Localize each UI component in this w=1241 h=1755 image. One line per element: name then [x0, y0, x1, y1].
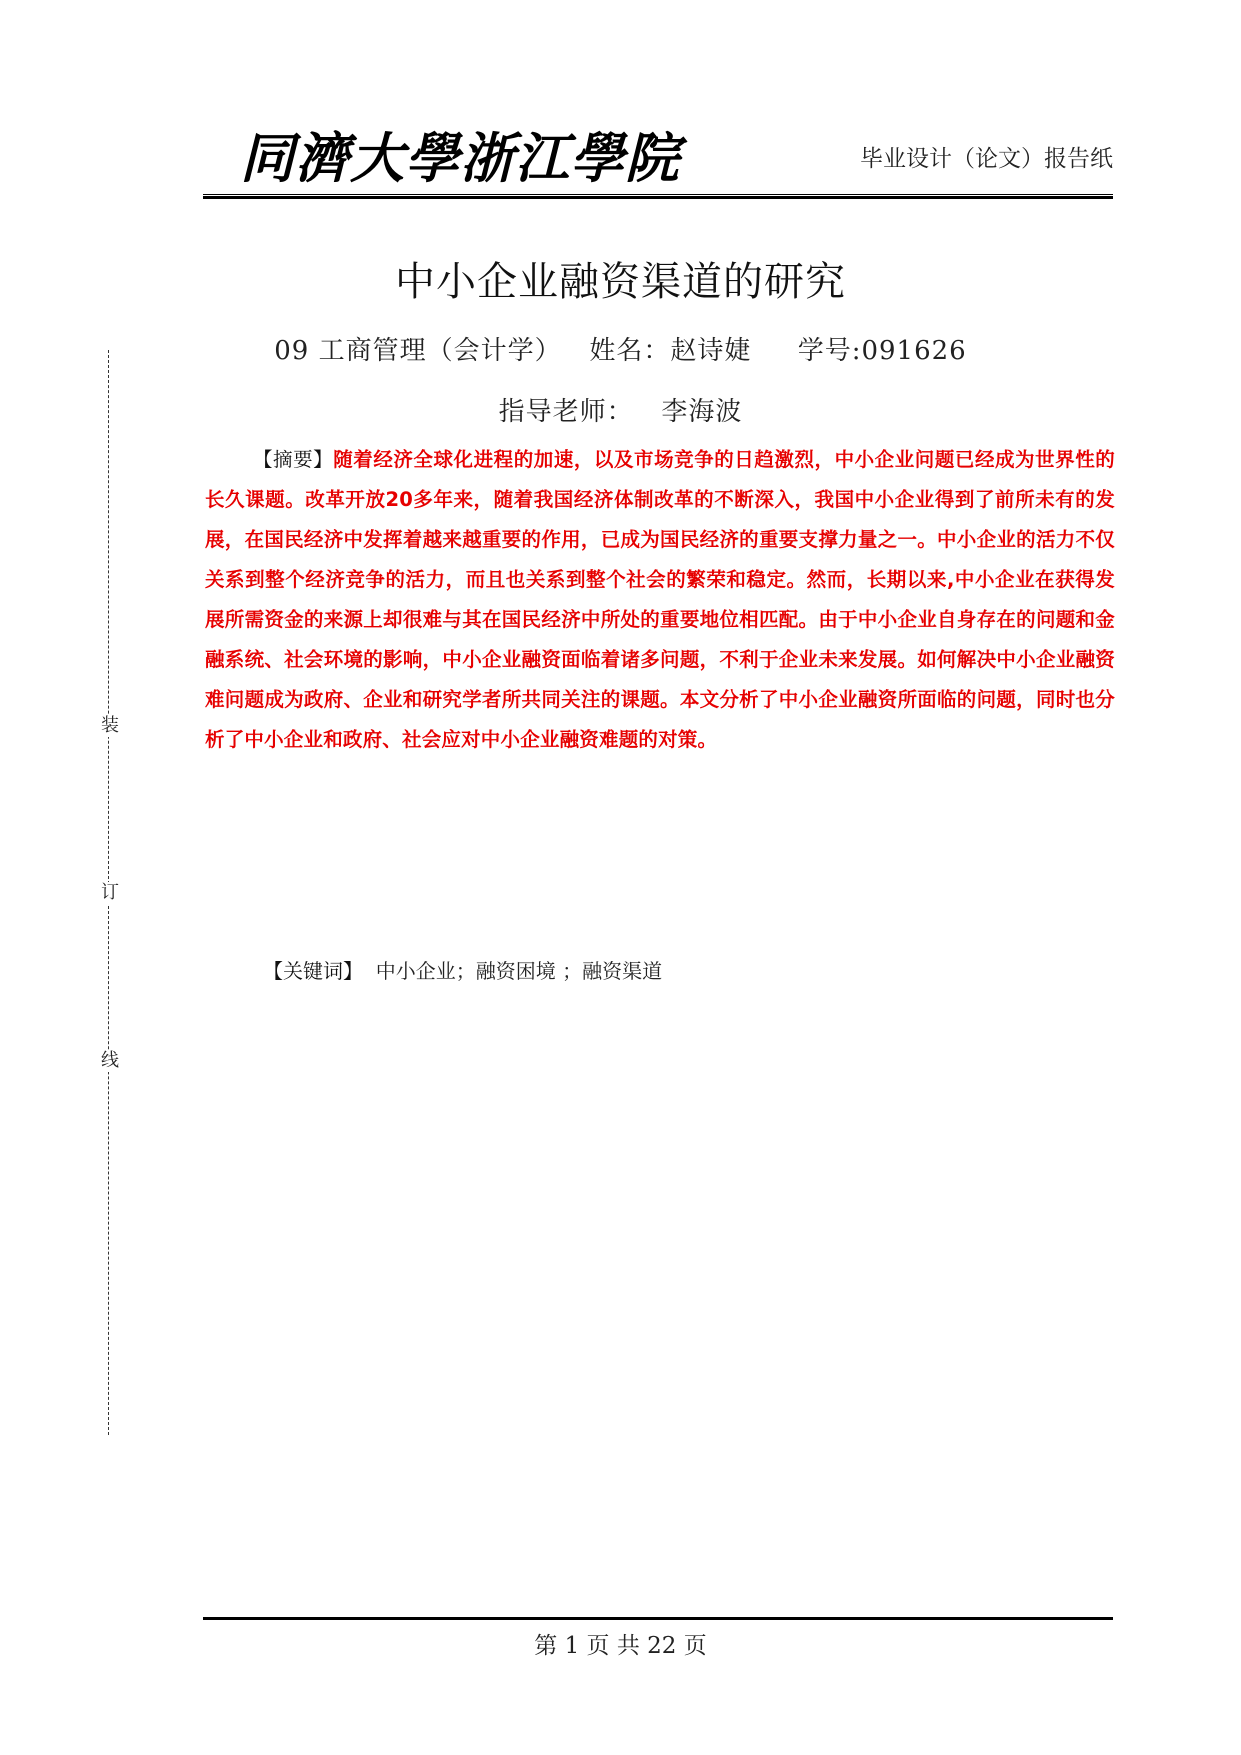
thesis-title: 中小企业融资渠道的研究	[395, 259, 846, 305]
advisor-line: 指导老师： 李海波	[498, 397, 743, 427]
header-rule-thin	[203, 194, 1113, 195]
report-paper-title: 毕业设计（论文）报告纸	[860, 146, 1113, 172]
student-info-line: 09 工商管理（会计学） 姓名：赵诗婕 学号:091626	[274, 336, 967, 366]
footer-rule	[203, 1617, 1113, 1620]
keywords-values: 中小企业；融资困境 ；融资渠道	[363, 959, 663, 983]
header-rule-thick	[203, 196, 1113, 199]
page-number: 第 1 页 共 22 页	[534, 1633, 707, 1659]
abstract-label: 【摘要】	[253, 448, 334, 471]
university-logo: 同濟大學浙江學院	[240, 126, 680, 190]
abstract-paragraph	[205, 440, 1115, 760]
binding-char-zhuang: 装	[101, 715, 119, 736]
abstract-body: 随着经济全球化进程的加速，以及市场竞争的日趋激烈，中小企业问题已经成为世界性的长久课题。改革开放20多年来，随着我国经济体制改革的不断深入，我国中小企业得到了前所未有的发展，在国民经济中发挥着越来越重要的作用，已成为国民经济的重要支撑力量之一。中小企业的活力不仅关系到整个经济竞争的活力，而且也关系到整个社会的繁荣和稳定。然而，长期以来,中小企业在获得发展所需资金的来源上却很难与其在国民经济中所处的重要地位相匹配。由于中小企业自身存在的问题和金融系统、社会环境的影响，中小企业融资面临着诸多问题，不利于企业未来发展。如何解决中小企业融资难问题成为政府、企业和研究学者所共同关注的课题。本文分析了中小企业融资所面临的问题，同时也分析了中小企业和政府、社会应对中小企业融资难题的对策。	[205, 448, 1115, 751]
keywords-label: 【关键词】	[263, 959, 363, 983]
binding-char-ding: 订	[101, 882, 119, 903]
binding-char-xian: 线	[101, 1050, 119, 1071]
keywords-line	[263, 955, 662, 984]
